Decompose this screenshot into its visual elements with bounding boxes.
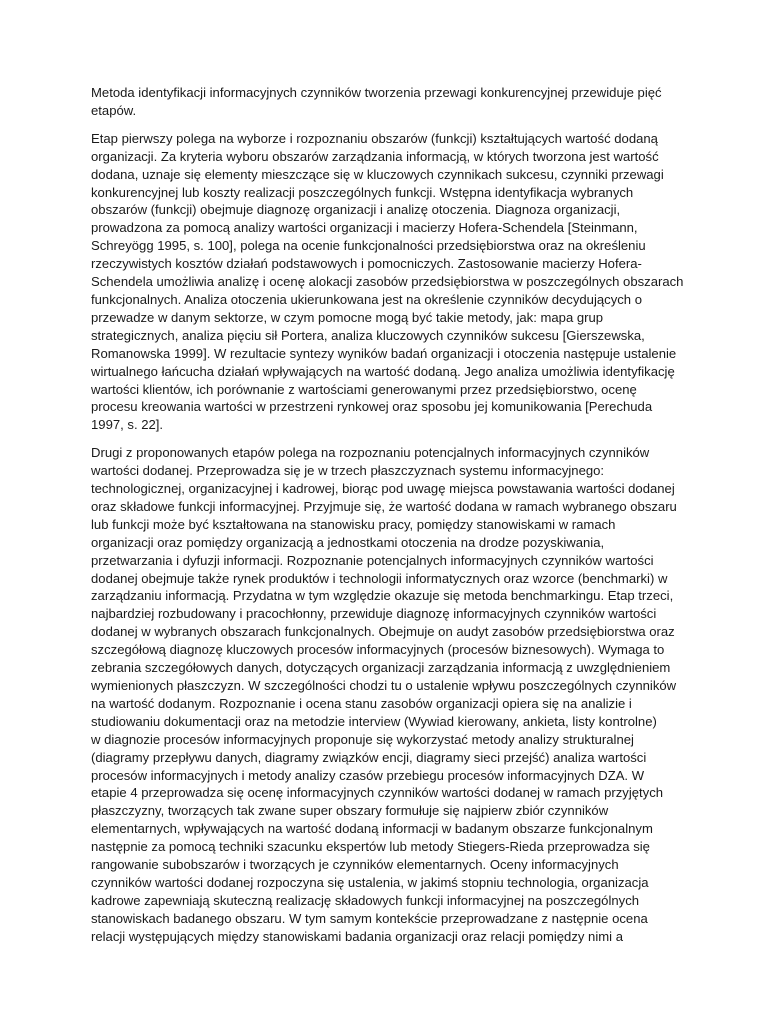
text-line: zarządzaniu informacją. Przydatna w tym względzie okazuje się metoda benchmarkingu. Etap trzeci,: [91, 588, 674, 604]
text-line: procesu kreowania wartości w przestrzeni rynkowej oraz sposobu jej komunikowania [Perechuda: [91, 399, 653, 415]
text-line: dodanej obejmuje także rynek produktów i technologii informatycznych oraz wzorce (benchmarki) w: [91, 570, 668, 586]
document-page: [91, 84, 686, 956]
text-line: stanowiskach badanego obszaru. W tym samym kontekście przeprowadzane z następnie ocena: [91, 910, 648, 926]
text-line: Metoda identyfikacji informacyjnych czynników tworzenia przewagi konkurencyjnej przewiduje pięć: [91, 85, 662, 100]
text-line: na wartość dodanym. Rozpoznanie i ocena stanu zasobów organizacji opiera się na analizie i: [91, 695, 632, 711]
document-body: [91, 84, 686, 946]
text-line: Romanowska 1999]. W rezultacie syntezy wyników badań organizacji i otoczenia następuje ustalenie: [91, 345, 677, 361]
text-line: 1997, s. 22].: [91, 417, 164, 433]
text-line: strategicznych, analiza pięciu sił Portera, analiza kluczowych czynników sukcesu [Gierszewska,: [91, 327, 645, 343]
text-line: wymienionych płaszczyzn. W szczególności chodzi tu o ustalenie wpływu poszczególnych czynników: [91, 678, 677, 693]
text-line: rangowanie subobszarów i tworzących je czynników elementarnych. Oceny informacyjnych: [91, 857, 619, 873]
text-line: prowadzona za pomocą analizy wartości organizacji i macierzy Hofera-Schendela [Steinmann,: [91, 220, 638, 236]
text-line: Schreyögg 1995, s. 100], polega na ocenie funkcjonalności przedsiębiorstwa oraz na określeniu: [91, 238, 646, 254]
text-line: etapów.: [91, 102, 137, 118]
text-line: szczegółową diagnozę kluczowych procesów informacyjnych (procesów biznesowych). Wymaga to: [91, 642, 665, 658]
text-line: Drugi z proponowanych etapów polega na rozpoznaniu potencjalnych informacyjnych czynników: [91, 445, 650, 461]
text-line: oraz składowe funkcji informacyjnej. Przyjmuje się, że wartość dodana w ramach wybranego obszaru: [91, 498, 677, 514]
text-line: dodanej w wybranych obszarach funkcjonalnych. Obejmuje on audyt zasobów przedsiębiorstwa oraz: [91, 624, 675, 640]
text-line: Etap pierwszy polega na wyborze i rozpoznaniu obszarów (funkcji) kształtujących wartość dodaną: [91, 130, 658, 146]
text-line: zebrania szczegółowych danych, dotyczących organizacji zarządzania informacją z uwzględnieniem: [91, 660, 671, 676]
text-line: wartości dodanej. Przeprowadza się je w trzech płaszczyznach systemu informacyjnego:: [91, 463, 605, 479]
text-line: konkurencyjnej lub koszty realizacji poszczególnych funkcji. Wstępna identyfikacja wybranych: [91, 184, 634, 200]
paragraph-1: [91, 84, 686, 120]
text-line: następnie za pomocą techniki szacunku ekspertów lub metody Stiegers-Rieda przeprowadza się: [91, 839, 650, 855]
text-line: obszarów (funkcji) obejmuje diagnozę organizacji i analizę otoczenia. Diagnoza organizacji,: [91, 202, 621, 218]
text-line: w diagnozie procesów informacyjnych proponuje się wykorzystać metody analizy strukturalnej: [91, 731, 634, 747]
text-line: dodana, uznaje się elementy mieszczące się w kluczowych czynnikach sukcesu, czynniki przewagi: [91, 166, 664, 182]
text-line: funkcjonalnych. Analiza otoczenia ukierunkowana jest na określenie czynników decydujących o: [91, 291, 642, 307]
text-line: technologicznej, organizacyjnej i kadrowej, biorąc pod uwagę miejsca powstawania wartości dodanej: [91, 481, 675, 497]
paragraph-3: [91, 444, 686, 945]
text-line: najbardziej rozbudowany i pracochłonny, przewiduje diagnozę informacyjnych czynników wartości: [91, 606, 657, 622]
text-line: procesów informacyjnych i metody analizy czasów przebiegu procesów informacyjnych DZA. W: [91, 767, 645, 783]
text-line: przetwarzania i dyfuzji informacji. Rozpoznanie potencjalnych informacyjnych czynników wartości: [91, 552, 654, 568]
text-line: kadrowe zapewniają skuteczną realizację składowych funkcji informacyjnej na poszczególnych: [91, 892, 640, 908]
text-line: czynników wartości dodanej rozpoczyna się ustalenia, w jakimś stopniu technologia, organizacja: [91, 874, 649, 890]
paragraph-2: [91, 130, 686, 434]
text-line: rzeczywistych kosztów działań podstawowych i pomocniczych. Zastosowanie macierzy Hofera-: [91, 256, 642, 272]
text-line: elementarnych, wpływających na wartość dodaną informacji w badanym obszarze funkcjonalnym: [91, 821, 653, 837]
text-line: Schendela umożliwia analizę i ocenę alokacji zasobów przedsiębiorstwa w poszczególnych obszarach: [91, 274, 684, 290]
text-line: organizacji. Za kryteria wyboru obszarów zarządzania informacją, w których tworzona jest wartość: [91, 148, 659, 164]
text-line: etapie 4 przeprowadza się ocenę informacyjnych czynników wartości dodanej w ramach przyjętych: [91, 785, 664, 801]
text-line: wartości klientów, ich porównanie z wartościami generowanymi przez przedsiębiorstwo, ocenę: [91, 381, 637, 397]
text-line: wirtualnego łańcucha działań wpływających na wartość dodaną. Jego analiza umożliwia identyfikację: [91, 363, 675, 379]
text-line: lub funkcji może być kształtowana na stanowisku pracy, pomiędzy stanowiskami w ramach: [91, 516, 616, 532]
text-line: organizacji oraz pomiędzy organizacją a jednostkami otoczenia na drodze pozyskiwania,: [91, 534, 605, 550]
text-line: (diagramy przepływu danych, diagramy związków encji, diagramy sieci przejść) analiza wartości: [91, 749, 647, 765]
text-line: płaszczyzny, tworzących tak zwane super obszary formułuje się najpierw zbiór czynników: [91, 803, 609, 819]
text-line: studiowaniu dokumentacji oraz na metodzie interview (Wywiad kierowany, ankieta, listy kontrolne): [91, 713, 657, 729]
text-line: relacji występujących między stanowiskami badania organizacji oraz relacji pomiędzy nimi a: [91, 928, 623, 944]
text-line: przewadze w danym sektorze, w czym pomocne mogą być takie metody, jak: mapa grup: [91, 309, 604, 325]
